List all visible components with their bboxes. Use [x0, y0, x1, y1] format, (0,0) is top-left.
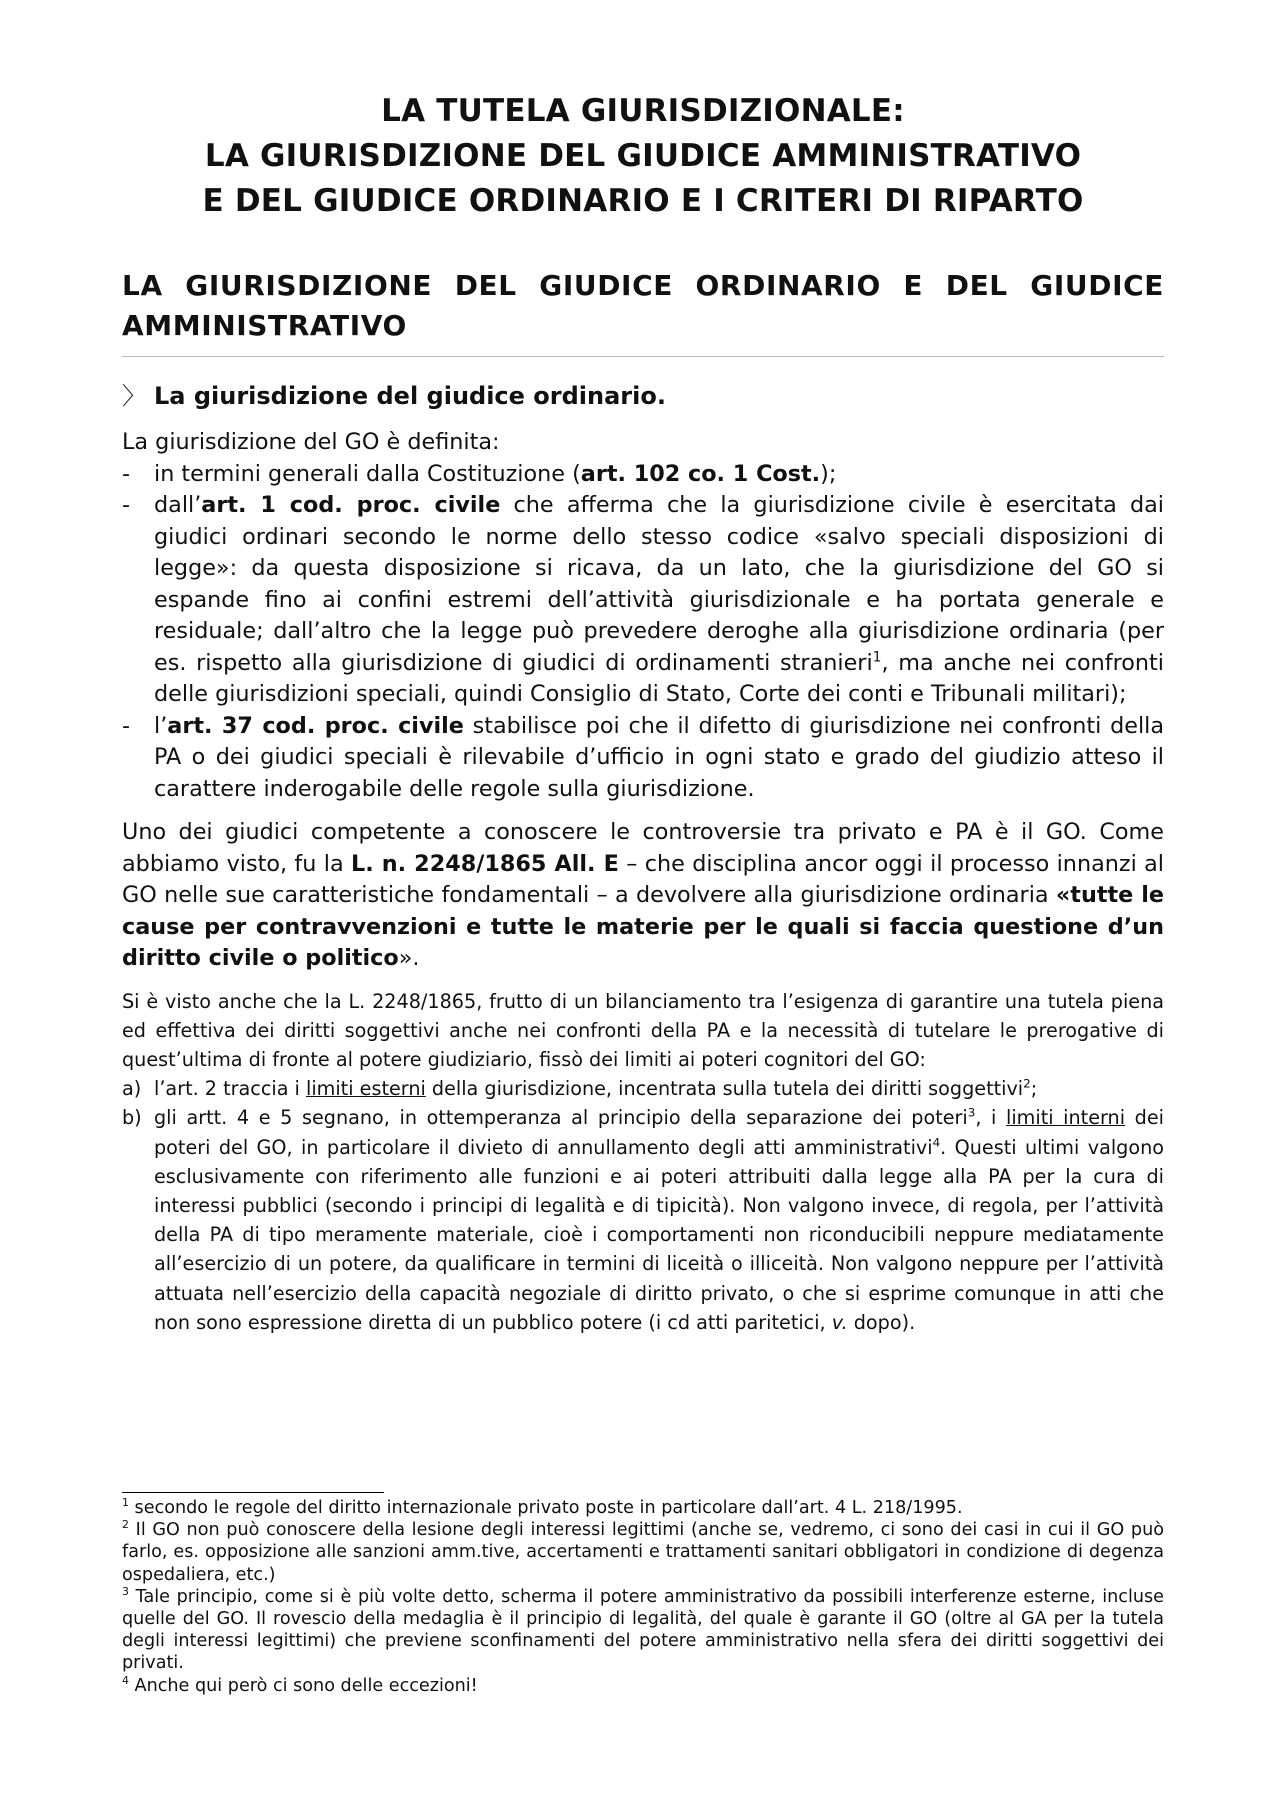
list-item	[122, 1103, 1164, 1337]
underlined-term: limiti esterni	[306, 1077, 426, 1101]
list-marker: -	[122, 492, 131, 518]
paragraph: Si è visto anche che la L. 2248/1865, frutto di un bilanciamento tra l’esigenza di garantire una tutela piena ed effettiva dei diritti soggettivi anche nei confronti della PA e la necessità di tutelare le prerogative di quest’ultima di fronte al potere giudiziario, fissò dei limiti ai poteri cognitori del GO:	[122, 989, 1164, 1071]
list-marker: b)	[122, 1106, 142, 1130]
footnote-ref[interactable]: 2	[1023, 1076, 1031, 1091]
text-run: dei poteri del GO, in particolare il divieto di annullamento degli atti amministrativi	[154, 1106, 1164, 1159]
subheading	[122, 379, 1164, 413]
footnote-number: 2	[122, 1518, 129, 1532]
law-reference: art. 102 co. 1 Cost.	[580, 460, 821, 487]
subheading-text: La giurisdizione del giudice ordinario.	[154, 382, 666, 410]
list-marker: a)	[122, 1077, 142, 1101]
footnote	[122, 1519, 1164, 1586]
footnote-text: secondo le regole del diritto internazionale privato poste in particolare dall’art. 4 L. 218/1995.	[128, 1498, 963, 1518]
italic-text: v.	[831, 1310, 848, 1334]
list-marker: -	[122, 712, 131, 739]
document-title	[122, 0, 1164, 224]
footnote-text: Il GO non può conoscere della lesione degli interessi legittimi (anche se, vedremo, ci sono dei casi in cui il GO può farlo, es. opposizione alle sanzioni amm.tive, accertamenti e trattamenti sanitari obbligatori in condizione di degenza ospedaliera, etc.)	[122, 1520, 1164, 1585]
text-run: Uno dei giudici competente a conoscere le controversie tra privato e PA è il GO. Come abbiamo visto, fu la	[122, 819, 1164, 877]
footnote	[122, 1497, 1164, 1519]
text-run: . Questi ultimi valgono esclusivamente con riferimento alle funzioni e ai poteri attribuiti dalla legge alla PA per la cura di interessi pubblici (secondo i principi di legalità e di tipicità). Non valgono invece, di regola, per l’attività della PA di tipo meramente materiale, cioè i comportamenti non riconducibili neppure mediatamente all’esercizio di un potere, da qualificare in termini di liceità o illiceità. Non valgono neppure per l’attività attuata nell’esercizio della capacità negoziale di diritto privato, o che si esprime comunque in atti che non sono espressione diretta di un pubblico potere (i cd atti paritetici,	[154, 1135, 1164, 1334]
footnote-number: 3	[122, 1584, 129, 1598]
footnote	[122, 1586, 1164, 1675]
text-run: dopo).	[847, 1310, 916, 1334]
footnote-text: Tale principio, come si è più volte detto, scherma il potere amministrativo da possibili interferenze esterne, incluse quelle del GO. Il rovescio della medaglia è il principio di legalità, del quale è garante il GO (oltre al GA per la tutela degli interessi legittimi) che previene sconfinamenti del potere amministrativo nella sfera dei diritti soggettivi dei privati.	[122, 1586, 1164, 1674]
list-item	[122, 490, 1164, 711]
footnote-ref[interactable]: 3	[967, 1105, 976, 1120]
list-marker: -	[122, 460, 131, 487]
underlined-term: limiti interni	[1006, 1106, 1126, 1130]
text-run: dall’	[154, 492, 202, 518]
text-run: che afferma che la giurisdizione civile è esercitata dai giudici ordinari secondo le norme dello stesso codice «salvo speciali disposizioni di legge»: da questa disposizione si ricava, da un lato, che la giurisdizione del GO si espande fino ai confini estremi dell’attività giurisdizionale e ha portata generale e residuale; dall’altro che la legge può prevedere deroghe alla giurisdizione ordinaria (per es. rispetto alla giurisdizione di giudici di ordinamenti stranieri	[154, 492, 1164, 676]
footnote-number: 4	[122, 1673, 129, 1687]
text-run: ».	[398, 945, 420, 971]
footnote-text: Anche qui però ci sono delle eccezioni!	[128, 1675, 478, 1696]
text-run: – che disciplina ancor oggi il processo innanzi al GO nelle sue caratteristiche fondamentali – a devolvere alla giurisdizione ordinaria	[122, 850, 1165, 908]
lettered-list	[122, 1074, 1164, 1337]
text-run: stabilisce poi che il difetto di giurisdizione nei confronti della PA o dei giudici speciali è rilevabile d’ufficio in ogni stato e grado del giudizio atteso il carattere inderogabile delle regole sulla giurisdizione.	[154, 712, 1164, 802]
footnote-ref[interactable]: 1	[872, 649, 882, 666]
text-run: della giurisdizione, incentrata sulla tutela dei diritti soggettivi	[425, 1077, 1024, 1101]
paragraph	[122, 817, 1164, 975]
footnote-separator	[122, 1492, 384, 1493]
text-run: in termini generali dalla Costituzione (	[154, 460, 581, 487]
text-run: , ma anche nei confronti delle giurisdizioni speciali, quindi Consiglio di Stato, Corte dei conti e Tribunali militari);	[154, 649, 1164, 707]
title-line: LA TUTELA GIURISDIZIONALE:	[381, 93, 905, 129]
text-run: gli artt. 4 e 5 segnano, in ottemperanza al principio della separazione dei poteri	[154, 1106, 968, 1130]
law-reference: L. n. 2248/1865 All. E	[351, 850, 619, 877]
list-item	[122, 711, 1164, 806]
footnote-ref[interactable]: 4	[932, 1135, 941, 1150]
text-run: , i	[975, 1106, 1007, 1130]
document-page	[122, 0, 1165, 1696]
title-line: LA GIURISDIZIONE DEL GIUDICE AMMINISTRATIVO	[204, 138, 1082, 174]
quoted-text: «tutte le cause per contravvenzioni e tutte le materie per le quali si faccia questione d’un diritto civile o politico	[122, 882, 1165, 971]
chevron-right-icon: 〉	[122, 382, 146, 410]
law-reference: art. 1 cod. proc. civile	[201, 492, 501, 518]
title-line: E DEL GIUDICE ORDINARIO E I CRITERI DI RIPARTO	[202, 183, 1084, 219]
footnote	[122, 1675, 1164, 1697]
text-run: l’	[154, 712, 168, 739]
text-run: ;	[1030, 1077, 1038, 1101]
intro-paragraph: La giurisdizione del GO è definita:	[122, 429, 500, 455]
text-run: );	[820, 460, 837, 487]
list-item	[122, 1074, 1164, 1103]
law-reference: art. 37 cod. proc. civile	[167, 712, 464, 739]
text-run: l’art. 2 traccia i	[154, 1077, 306, 1101]
section-heading: LA GIURISDIZIONE DEL GIUDICE ORDINARIO E DEL GIUDICE AMMINISTRATIVO	[122, 266, 1164, 357]
footnote-number: 1	[122, 1496, 129, 1510]
footnotes	[122, 1497, 1164, 1697]
list-item	[122, 459, 1164, 491]
dash-list	[122, 459, 1164, 806]
